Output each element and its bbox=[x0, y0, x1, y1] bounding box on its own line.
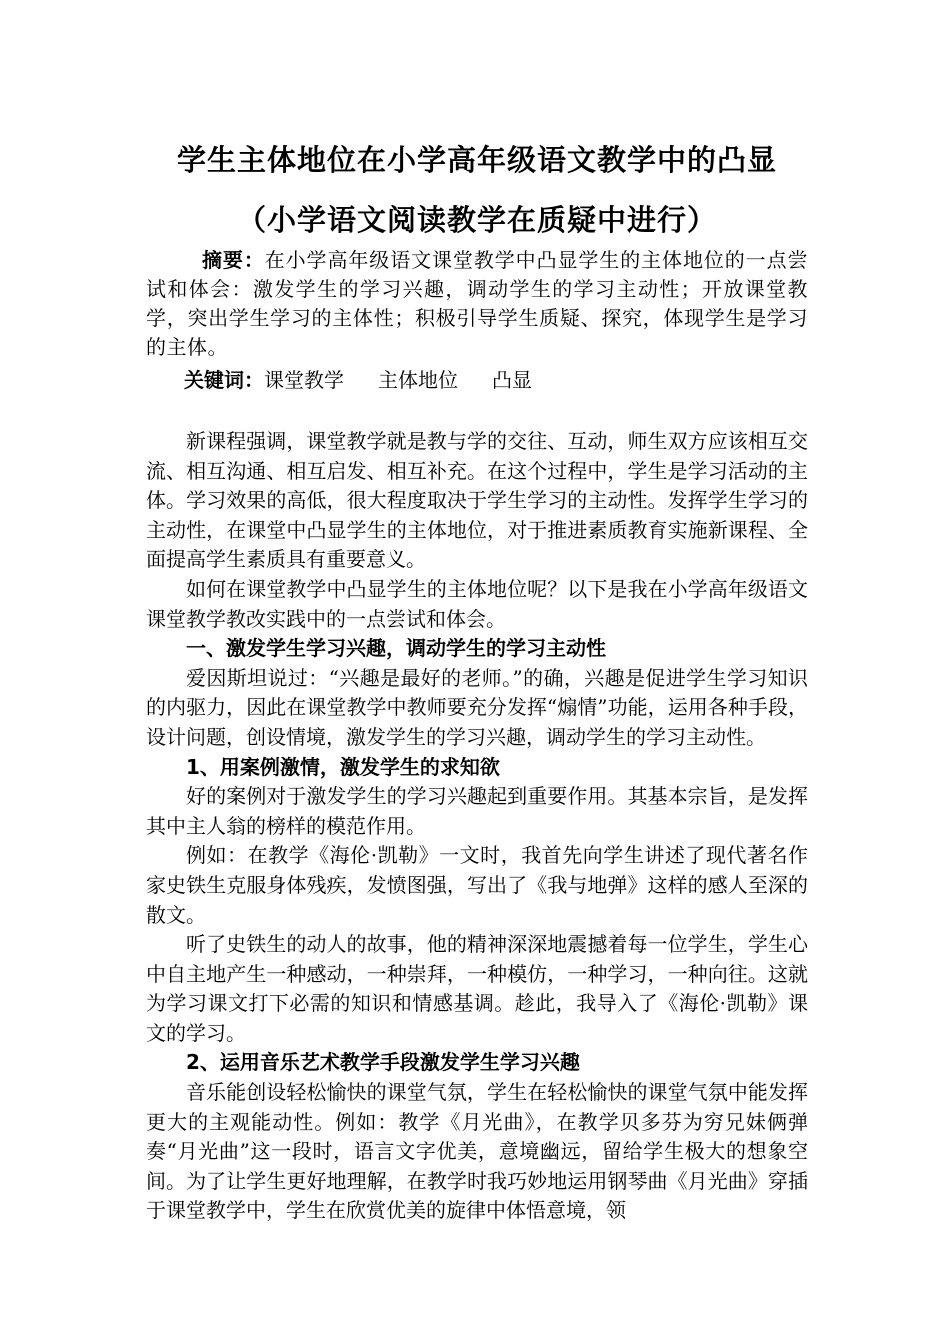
keyword: 凸显 bbox=[492, 368, 532, 392]
keyword: 课堂教学 bbox=[264, 368, 344, 392]
abstract bbox=[146, 246, 808, 362]
document-subtitle: （小学语文阅读教学在质疑中进行） bbox=[236, 203, 717, 237]
body-paragraph: 新课程强调，课堂教学就是教与学的交往、互动，师生双方应该相互交流、相互沟通、相互启发、相互补充。在这个过程中，学生是学习活动的主体。学习效果的高低，很大程度取决于学生学习的主动性。发挥学生学习的主动性，在课堂中凸显学生的主体地位，对于推进素质教育实施新课程、全面提高学生素质具有重要意义。 bbox=[146, 429, 808, 572]
body-paragraph: 听了史铁生的动人的故事，他的精神深深地震撼着每一位学生，学生心中自主地产生一种感动，一种崇拜，一种模仿，一种学习，一种向往。这就为学习课文打下必需的知识和情感基调。趁此，我导入了《海伦·凯勒》课文的学习。 bbox=[146, 932, 808, 1045]
section-heading: 一、激发学生学习兴趣，调动学生的学习主动性 bbox=[186, 636, 606, 661]
body-paragraph: 音乐能创设轻松愉快的课堂气氛，学生在轻松愉快的课堂气氛中能发挥更大的主观能动性。例如：教学《月光曲》，在教学贝多芬为穷兄妹俩弹奏“月光曲”这一段时，语言文字优美，意境幽远，留给学生极大的想象空间。为了让学生更好地理解，在教学时我巧妙地运用钢琴曲《月光曲》穿插于课堂教学中，学生在欣赏优美的旋律中体悟意境，领 bbox=[146, 1080, 808, 1223]
abstract-text: 在小学高年级语文课堂教学中凸显学生的主体地位的一点尝试和体会：激发学生的学习兴趣，调动学生的学习主动性；开放课堂教学，突出学生学习的主体性；积极引导学生质疑、探究，体现学生是学习的主体。 bbox=[146, 248, 809, 359]
abstract-label: 摘要： bbox=[202, 248, 265, 272]
body-paragraph: 爱因斯坦说过：“兴趣是最好的老师。”的确，兴趣是促进学生学习知识的内驱力，因此在课堂教学中教师要充分发挥“煽情”功能，运用各种手段，设计问题，创设情境，激发学生的学习兴趣，调动学生的学习主动性。 bbox=[146, 665, 808, 749]
body-paragraph: 好的案例对于激发学生的学习兴趣起到重要作用。其基本宗旨，是发挥其中主人翁的榜样的模范作用。 bbox=[146, 784, 808, 838]
body-paragraph: 例如：在教学《海伦·凯勒》一文时，我首先向学生讲述了现代著名作家史铁生克服身体残疾，发愤图强，写出了《我与地弹》这样的感人至深的散文。 bbox=[146, 843, 808, 927]
keywords-label: 关键词： bbox=[184, 368, 264, 392]
subsection-heading: 2、运用音乐艺术教学手段激发学生学习兴趣 bbox=[186, 1050, 580, 1075]
keyword: 主体地位 bbox=[378, 368, 458, 392]
body-paragraph: 如何在课堂教学中凸显学生的主体地位呢？以下是我在小学高年级语文课堂教学教改实践中的一点尝试和体会。 bbox=[146, 576, 808, 631]
document-body bbox=[146, 140, 808, 1226]
keywords bbox=[146, 366, 808, 395]
document-title: 学生主体地位在小学高年级语文教学中的凸显 bbox=[176, 143, 777, 177]
subsection-heading: 1、用案例激情，激发学生的求知欲 bbox=[186, 754, 500, 779]
